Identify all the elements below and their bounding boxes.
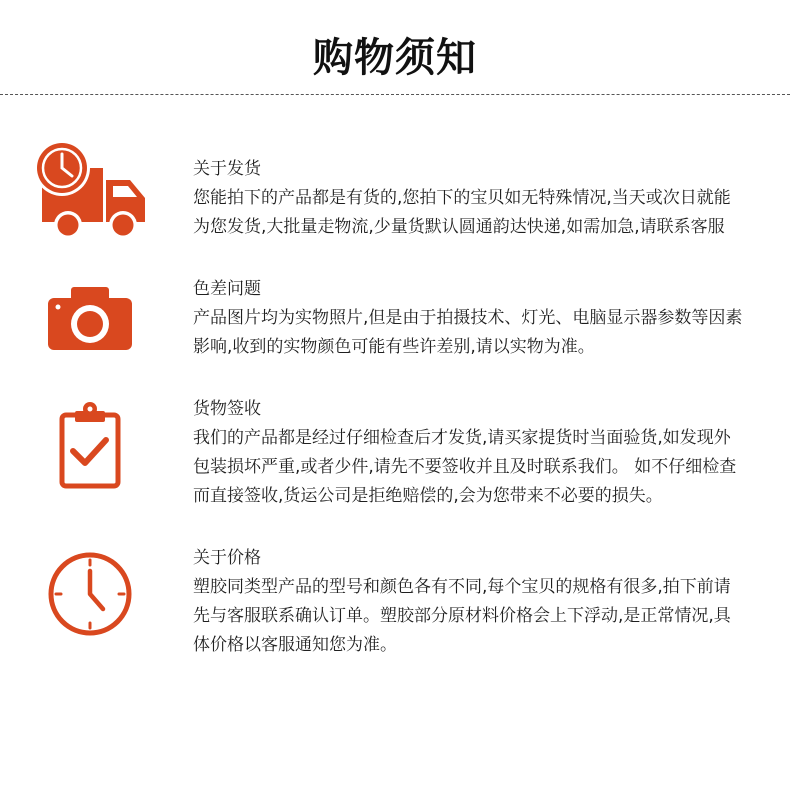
clock-icon — [45, 549, 135, 639]
delivery-truck-clock-icon — [30, 140, 150, 240]
section-heading: 关于价格 — [193, 548, 261, 568]
section-line: 包装损坏严重,或者少件,请先不要签收并且及时联系我们。 如不仔细检查 — [193, 457, 737, 477]
section-heading: 关于发货 — [193, 159, 261, 179]
section-line: 为您发货,大批量走物流,少量货默认圆通韵达快递,如需加急,请联系客服 — [193, 217, 725, 237]
section-line: 而直接签收,货运公司是拒绝赔偿的,会为您带来不必要的损失。 — [193, 486, 663, 506]
camera-icon — [45, 282, 135, 354]
section-line: 产品图片均为实物照片,但是由于拍摄技术、灯光、电脑显示器参数等因素 — [193, 308, 743, 328]
section-shipping — [193, 155, 783, 242]
clock-icon — [45, 549, 135, 639]
section-receipt — [193, 395, 783, 511]
section-line: 我们的产品都是经过仔细检查后才发货,请买家提货时当面验货,如发现外 — [193, 428, 731, 448]
section-line: 先与客服联系确认订单。塑胶部分原材料价格会上下浮动,是正常情况,具 — [193, 606, 731, 626]
page-title: 购物须知 — [313, 35, 477, 81]
dashed-divider — [0, 94, 790, 95]
section-line: 影响,收到的实物颜色可能有些许差别,请以实物为准。 — [193, 337, 595, 357]
delivery-truck-clock-icon — [30, 140, 150, 240]
camera-icon — [45, 282, 135, 354]
section-line: 您能拍下的产品都是有货的,您拍下的宝贝如无特殊情况,当天或次日就能 — [193, 188, 731, 208]
clipboard-check-icon — [55, 400, 125, 492]
section-heading: 色差问题 — [193, 279, 261, 299]
section-price — [193, 544, 783, 660]
section-line: 体价格以客服通知您为准。 — [193, 635, 397, 655]
section-heading: 货物签收 — [193, 399, 261, 419]
section-color-difference — [193, 275, 783, 362]
section-line: 塑胶同类型产品的型号和颜色各有不同,每个宝贝的规格有很多,拍下前请 — [193, 577, 731, 597]
clipboard-check-icon — [55, 400, 125, 492]
